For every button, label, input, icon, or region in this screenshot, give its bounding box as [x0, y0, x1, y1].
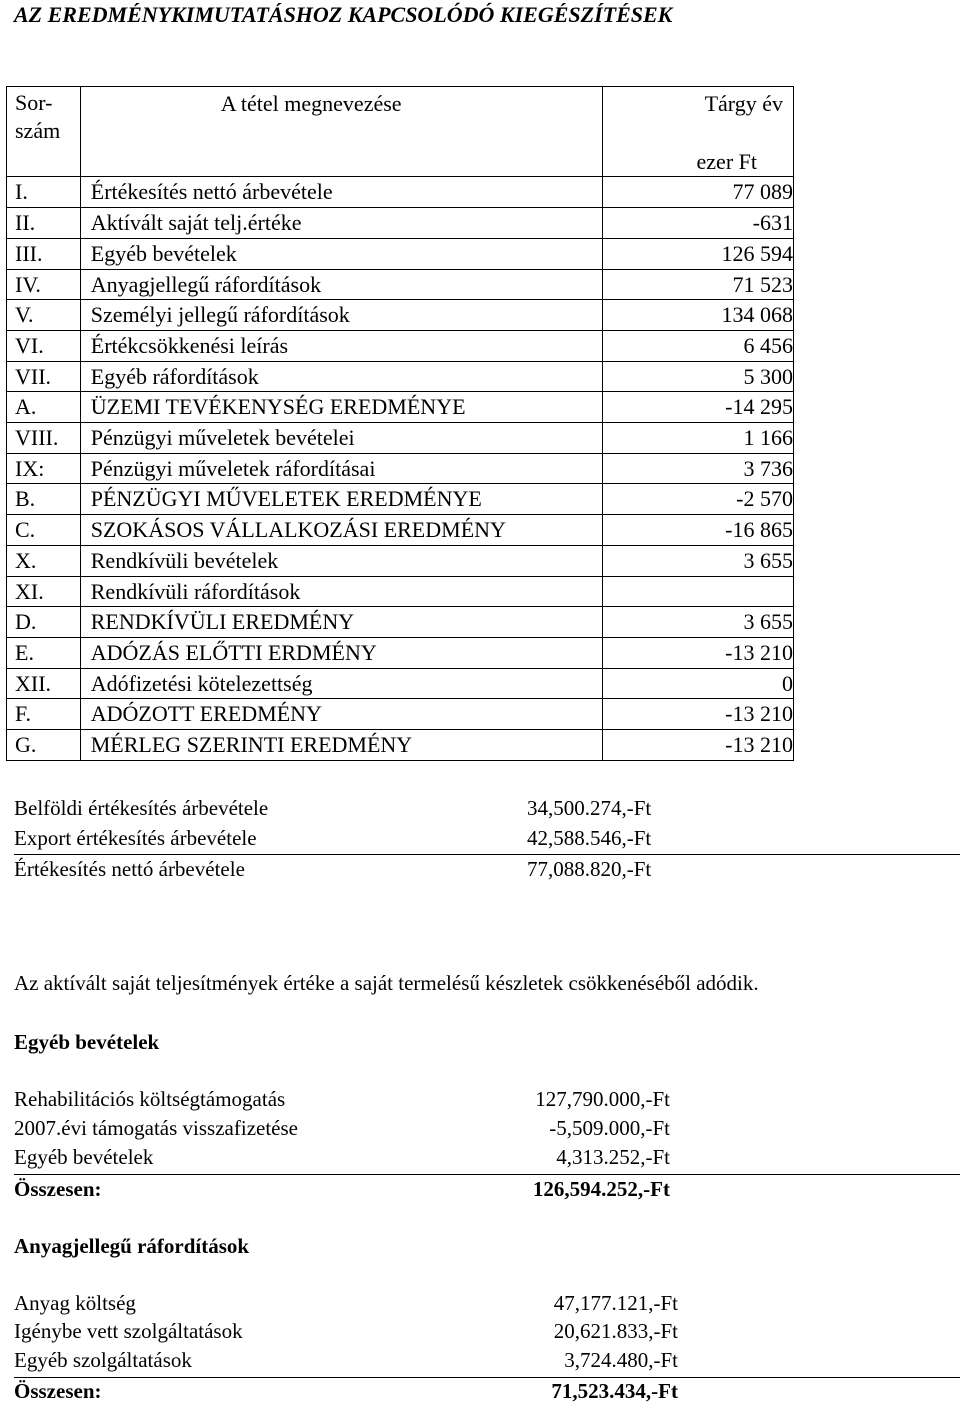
other-services-value: 3,724.480,-Ft [564, 1348, 678, 1372]
row-number: E. [7, 637, 81, 668]
row-value: 5 300 [743, 363, 793, 389]
row-item-name: Személyi jellegű ráfordítások [80, 300, 602, 331]
row-number: V. [7, 300, 81, 331]
table-row [7, 607, 794, 638]
row-value: -16 865 [725, 517, 793, 543]
export-sales-label: Export értékesítés árbevétele [14, 826, 257, 850]
repay-value: -5,509.000,-Ft [549, 1116, 670, 1140]
row-value-cell [603, 668, 794, 699]
row-item-name: Adófizetési kötelezettség [80, 668, 602, 699]
row-value-cell [603, 300, 794, 331]
table-row [7, 515, 794, 546]
row-item-name: MÉRLEG SZERINTI EREDMÉNY [80, 730, 602, 761]
income-statement-table [6, 86, 794, 761]
header-number-line1: Sor- [15, 90, 53, 115]
row-item-name: ADÓZÁS ELŐTTI ERDMÉNY [80, 637, 602, 668]
row-value: 3 736 [743, 455, 793, 481]
table-row [7, 668, 794, 699]
table-row [7, 484, 794, 515]
row-item-name: Rendkívüli ráfordítások [80, 576, 602, 607]
table-row [7, 637, 794, 668]
row-item-name: ADÓZOTT EREDMÉNY [80, 699, 602, 730]
header-value-line2: ezer Ft [696, 148, 757, 174]
rehab-value: 127,790.000,-Ft [535, 1087, 670, 1111]
table-row [7, 361, 794, 392]
domestic-sales-label: Belföldi értékesítés árbevétele [14, 796, 269, 820]
repay-label: 2007.évi támogatás visszafizetése [14, 1116, 298, 1140]
row-value-cell [603, 607, 794, 638]
other-income-value: 4,313.252,-Ft [556, 1145, 670, 1169]
other-income-divider [14, 1174, 960, 1175]
other-income-label: Egyéb bevételek [14, 1145, 154, 1169]
row-item-name: Egyéb ráfordítások [80, 361, 602, 392]
row-value-cell [603, 177, 794, 208]
row-value-cell [603, 238, 794, 269]
header-value [603, 87, 794, 177]
row-number: XII. [7, 668, 81, 699]
row-number: II. [7, 208, 81, 239]
table-row [7, 699, 794, 730]
table-row [7, 453, 794, 484]
table-row [7, 392, 794, 423]
row-item-name: Értékcsökkenési leírás [80, 330, 602, 361]
note-text: Az aktívált saját teljesítmények értéke a saját termelésű készletek csökkenéséből adódik. [14, 971, 759, 995]
table-header-row [7, 87, 794, 177]
table-row [7, 330, 794, 361]
row-number: XI. [7, 576, 81, 607]
row-value-cell [603, 637, 794, 668]
row-value: -13 210 [725, 732, 793, 758]
row-value: -2 570 [736, 486, 793, 512]
row-item-name: Pénzügyi műveletek bevételei [80, 423, 602, 454]
row-value: 134 068 [721, 302, 793, 328]
row-value-cell [603, 453, 794, 484]
material-costs-total-value: 71,523.434,-Ft [551, 1379, 678, 1403]
table-row [7, 730, 794, 761]
row-value-cell [603, 330, 794, 361]
row-item-name: Egyéb bevételek [80, 238, 602, 269]
row-number: G. [7, 730, 81, 761]
row-number: III. [7, 238, 81, 269]
row-value: 0 [782, 670, 793, 696]
row-item-name: ÜZEMI TEVÉKENYSÉG EREDMÉNYE [80, 392, 602, 423]
row-number: VII. [7, 361, 81, 392]
material-label: Anyag költség [14, 1291, 136, 1315]
row-number: F. [7, 699, 81, 730]
row-value-cell [603, 392, 794, 423]
row-value-cell [603, 361, 794, 392]
export-sales-value: 42,588.546,-Ft [527, 826, 652, 850]
other-services-label: Egyéb szolgáltatások [14, 1348, 192, 1372]
row-value-cell [603, 515, 794, 546]
row-value: 6 456 [743, 332, 793, 358]
row-value-cell [603, 208, 794, 239]
row-number: B. [7, 484, 81, 515]
row-value: 3 655 [743, 609, 793, 635]
row-value-cell [603, 576, 794, 607]
net-sales-label: Értékesítés nettó árbevétele [14, 857, 245, 881]
row-value: 71 523 [732, 271, 793, 297]
row-value-cell [603, 699, 794, 730]
row-item-name: Értékesítés nettó árbevétele [80, 177, 602, 208]
table-row [7, 423, 794, 454]
row-number: IV. [7, 269, 81, 300]
other-income-total-value: 126,594.252,-Ft [532, 1177, 670, 1201]
sales-divider [14, 854, 960, 855]
services-value: 20,621.833,-Ft [553, 1319, 678, 1343]
row-item-name: Pénzügyi műveletek ráfordításai [80, 453, 602, 484]
row-value-cell [603, 484, 794, 515]
row-value: 3 655 [743, 547, 793, 573]
page-title: AZ EREDMÉNYKIMUTATÁSHOZ KAPCSOLÓDÓ KIEGÉSZÍTÉSEK [14, 2, 673, 27]
other-income-heading: Egyéb bevételek [14, 1030, 160, 1054]
row-item-name: Aktívált saját telj.értéke [80, 208, 602, 239]
table-row [7, 545, 794, 576]
row-value: 126 594 [721, 240, 793, 266]
services-label: Igénybe vett szolgáltatások [14, 1319, 243, 1343]
row-value-cell [603, 545, 794, 576]
row-value: -13 210 [725, 639, 793, 665]
row-number: A. [7, 392, 81, 423]
net-sales-value: 77,088.820,-Ft [527, 857, 652, 881]
table-row [7, 300, 794, 331]
material-costs-divider [14, 1377, 960, 1378]
material-costs-heading: Anyagjellegű ráfordítások [14, 1234, 250, 1258]
table-row [7, 177, 794, 208]
header-number-line2: szám [15, 118, 61, 143]
row-value-cell [603, 269, 794, 300]
row-value: 77 089 [732, 179, 793, 205]
other-income-total-label: Összesen: [14, 1177, 102, 1201]
row-number: VI. [7, 330, 81, 361]
table-row [7, 238, 794, 269]
row-number: D. [7, 607, 81, 638]
row-number: C. [7, 515, 81, 546]
table-row [7, 269, 794, 300]
row-item-name: Anyagjellegű ráfordítások [80, 269, 602, 300]
row-item-name: PÉNZÜGYI MŰVELETEK EREDMÉNYE [80, 484, 602, 515]
domestic-sales-value: 34,500.274,-Ft [527, 796, 652, 820]
material-costs-total-label: Összesen: [14, 1379, 102, 1403]
row-value: 1 166 [743, 425, 793, 451]
row-number: I. [7, 177, 81, 208]
row-value-cell [603, 423, 794, 454]
header-value-line1: Tárgy év [704, 91, 783, 116]
row-number: X. [7, 545, 81, 576]
table-row [7, 208, 794, 239]
row-value: -14 295 [725, 394, 793, 420]
row-value: -13 210 [725, 701, 793, 727]
row-value: -631 [752, 210, 793, 236]
row-item-name: SZOKÁSOS VÁLLALKOZÁSI EREDMÉNY [80, 515, 602, 546]
header-item-name: A tétel megnevezése [80, 87, 602, 177]
header-number [7, 87, 81, 177]
table-row [7, 576, 794, 607]
row-number: VIII. [7, 423, 81, 454]
row-value-cell [603, 730, 794, 761]
row-item-name: Rendkívüli bevételek [80, 545, 602, 576]
material-value: 47,177.121,-Ft [553, 1291, 678, 1315]
rehab-label: Rehabilitációs költségtámogatás [14, 1087, 286, 1111]
row-item-name: RENDKÍVÜLI EREDMÉNY [80, 607, 602, 638]
row-number: IX: [7, 453, 81, 484]
